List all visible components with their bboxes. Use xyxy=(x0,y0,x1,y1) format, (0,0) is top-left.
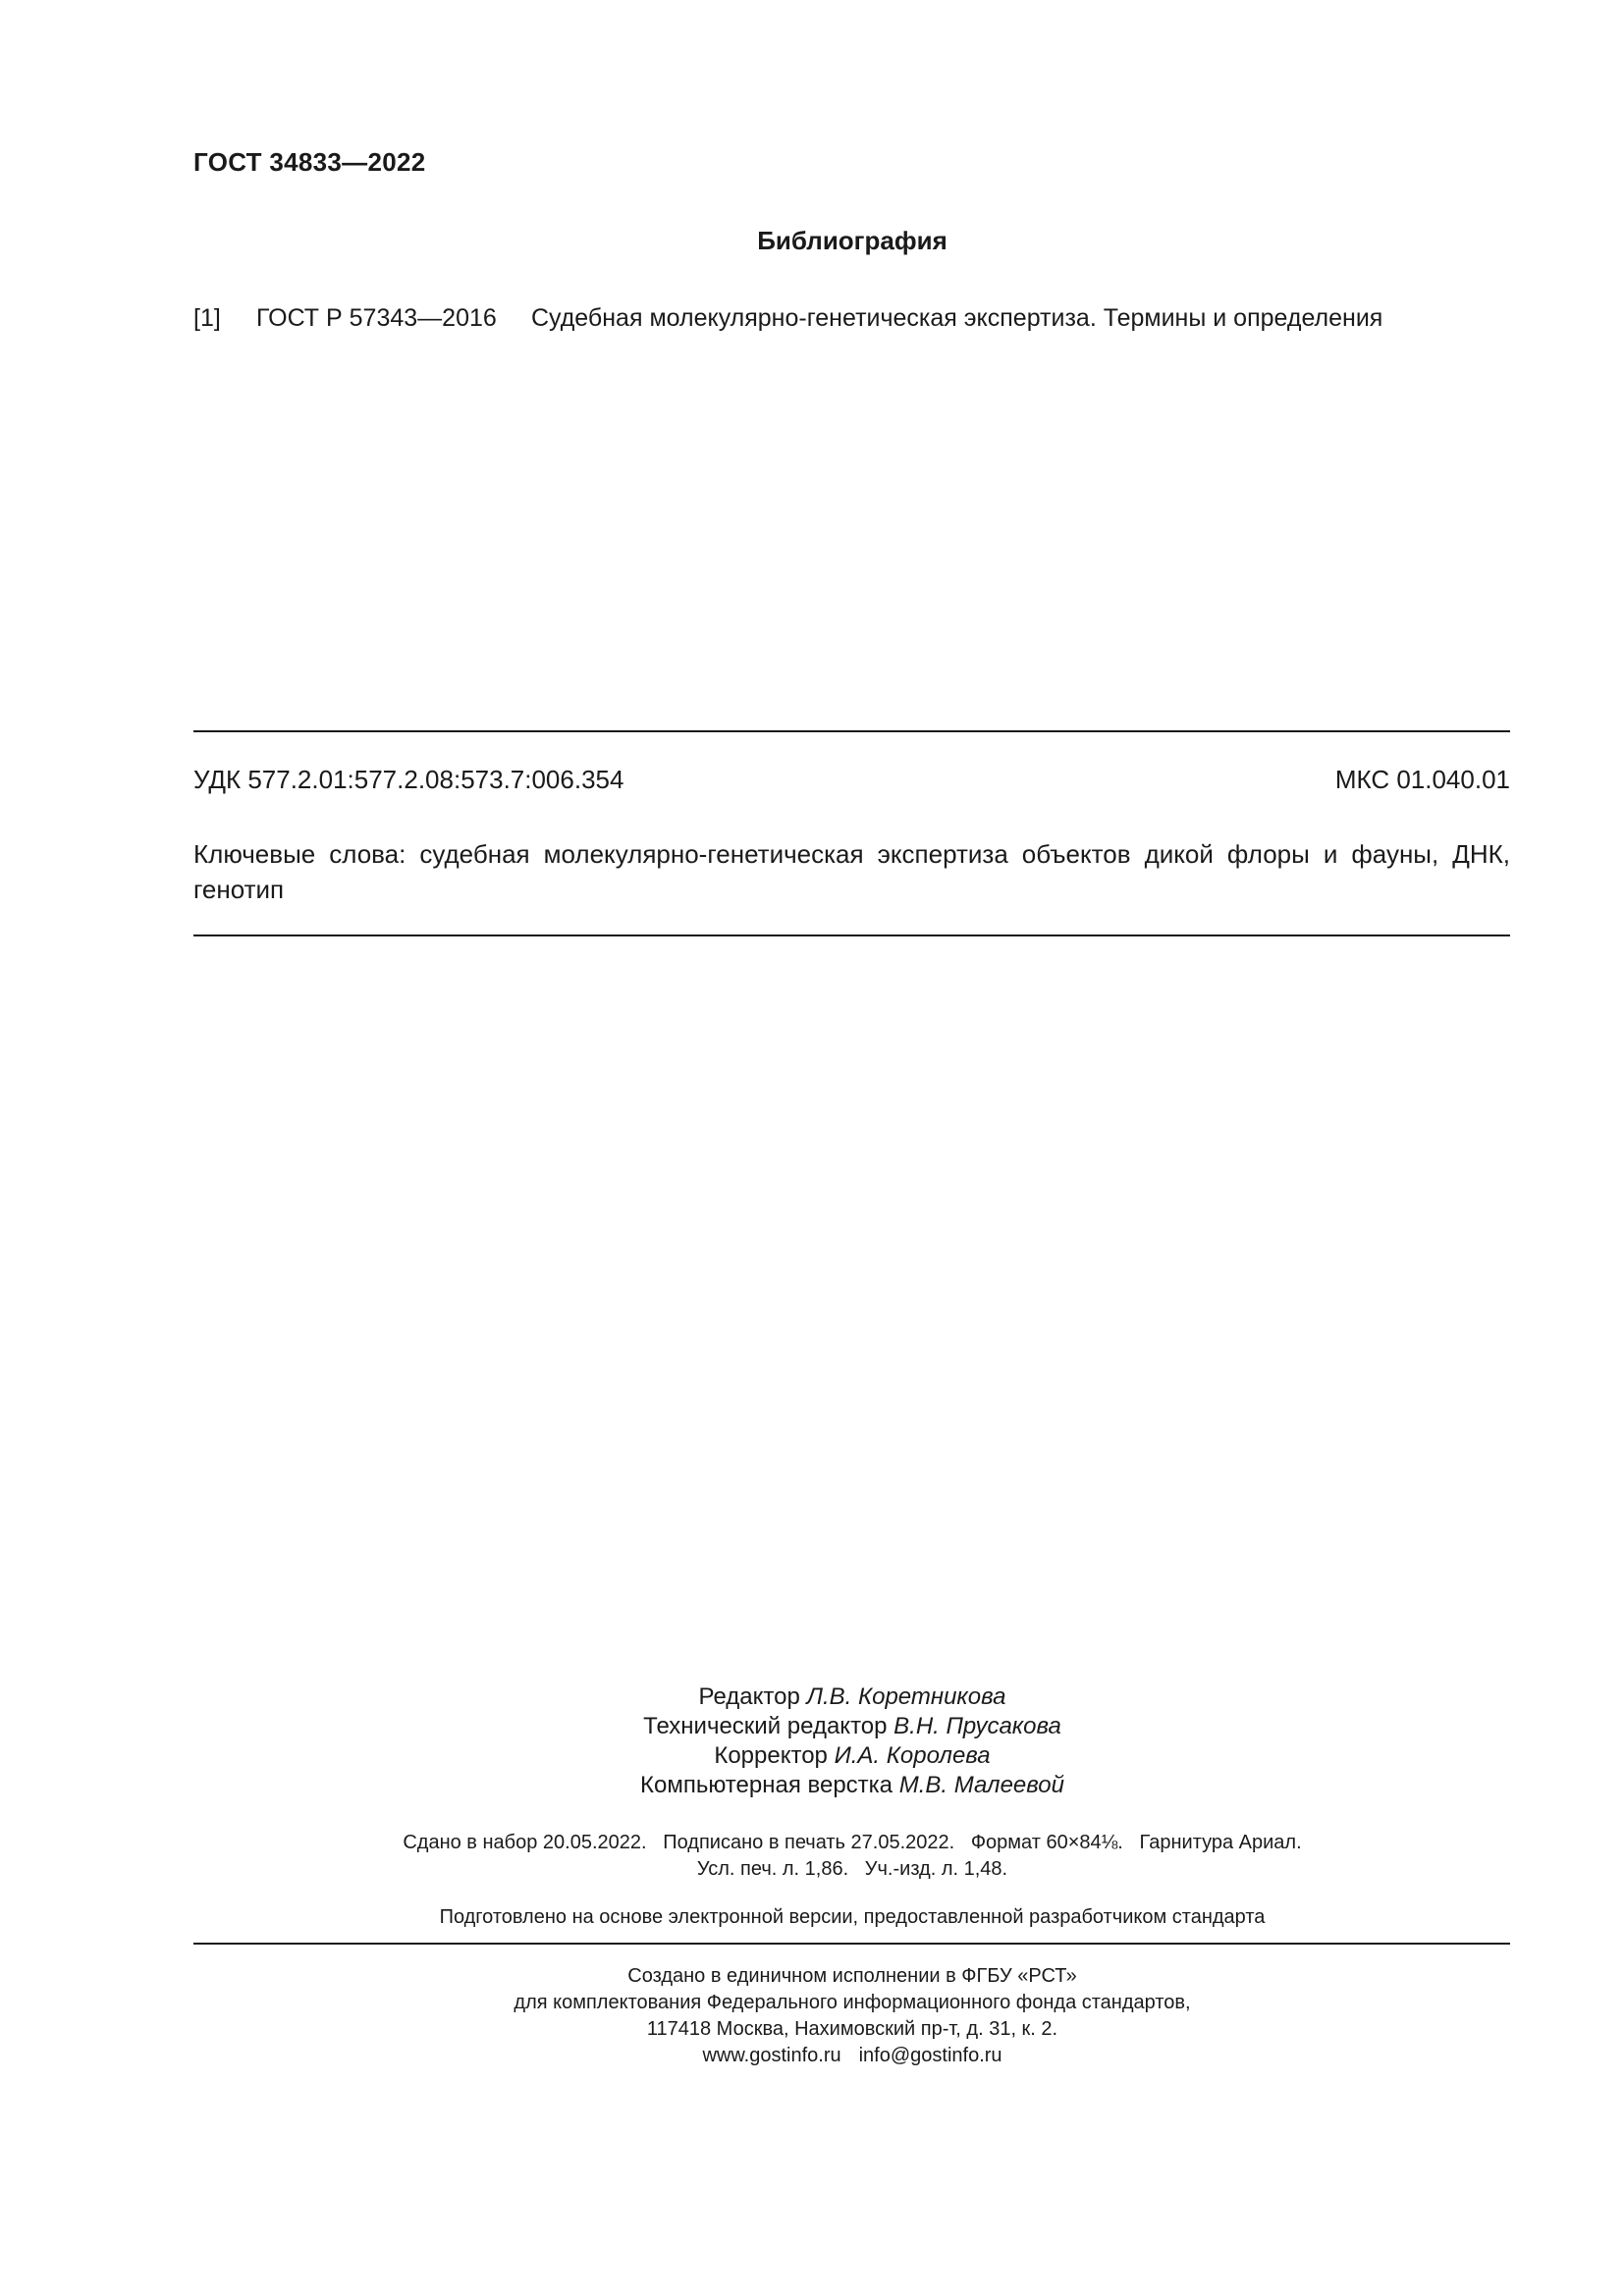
keywords: Ключевые слова: судебная молекулярно-генетическая экспертиза объектов дикой флоры и фауны, ДНК, генотип xyxy=(193,839,1510,904)
publisher-block xyxy=(0,1963,1624,2069)
credit-editor: Редактор Л.В. Коретникова xyxy=(698,1683,1006,1710)
print-info-line-2: Усл. печ. л. 1,86. Уч.-изд. л. 1,48. xyxy=(696,1858,1008,1880)
credit-layout: Компьютерная верстка М.В. Малеевой xyxy=(640,1772,1064,1798)
credit-corrector: Корректор И.А. Королева xyxy=(714,1742,991,1769)
website-link[interactable]: www.gostinfo.ru xyxy=(702,2045,841,2066)
email-link[interactable]: info@gostinfo.ru xyxy=(858,2045,1002,2066)
document-code: ГОСТ 34833—2022 xyxy=(193,147,426,177)
publisher-contacts xyxy=(0,2043,1624,2069)
bibliography-title: Библиография xyxy=(757,226,947,255)
divider-footer xyxy=(193,1943,1510,1945)
udk-code: УДК 577.2.01:577.2.08:573.7:006.354 xyxy=(193,765,624,794)
entry-standard: ГОСТ Р 57343—2016 xyxy=(256,304,497,332)
divider-bottom xyxy=(193,934,1510,936)
publisher-line-1: Создано в единичном исполнении в ФГБУ «РСТ» xyxy=(627,1965,1077,1987)
bibliography-entry xyxy=(193,304,1382,333)
credits-block xyxy=(0,1682,1624,1800)
print-info-line-1: Сдано в набор 20.05.2022. Подписано в печать 27.05.2022. Формат 60×84⅛. Гарнитура Ариал. xyxy=(403,1832,1302,1853)
divider-top xyxy=(193,730,1510,732)
mks-code: МКС 01.040.01 xyxy=(1334,765,1510,794)
prepared-note: Подготовлено на основе электронной версии, предоставленной разработчиком стандарта xyxy=(439,1906,1266,1928)
entry-title: Судебная молекулярно-генетическая экспертиза. Термины и определения xyxy=(531,304,1383,332)
publisher-line-3: 117418 Москва, Нахимовский пр-т, д. 31, к. 2. xyxy=(646,2018,1058,2040)
publisher-line-2: для комплектования Федерального информационного фонда стандартов, xyxy=(514,1992,1191,2013)
entry-number: [1] xyxy=(193,304,221,332)
credit-tech-editor: Технический редактор В.Н. Прусакова xyxy=(643,1713,1061,1739)
print-info xyxy=(0,1830,1624,1883)
